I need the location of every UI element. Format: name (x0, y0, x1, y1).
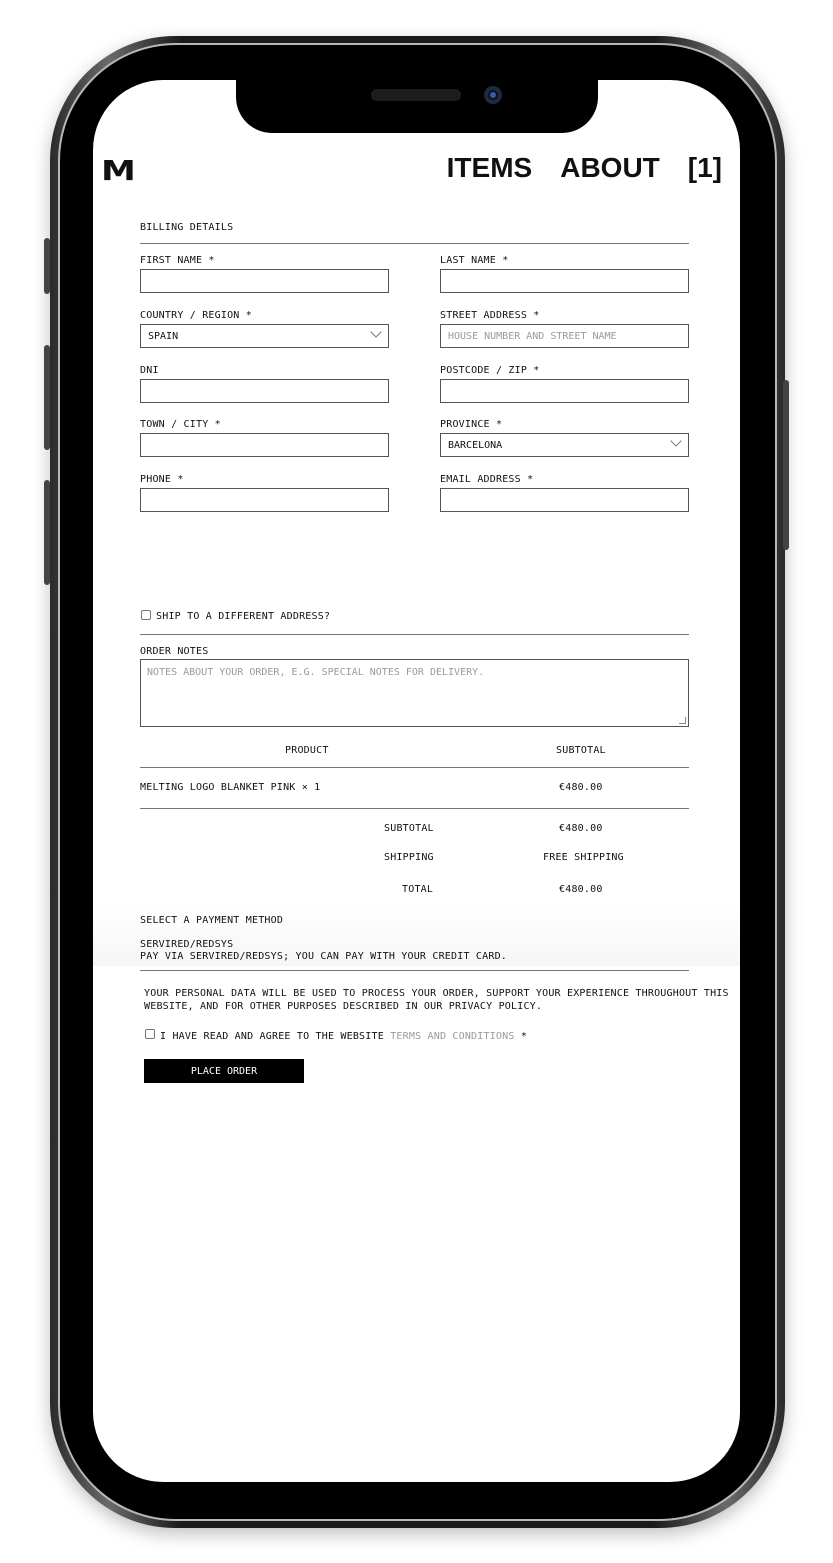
terms-row (160, 1031, 527, 1042)
terms-link[interactable]: TERMS AND CONDITIONS (390, 1031, 515, 1042)
terms-checkbox[interactable] (145, 1029, 155, 1039)
terms-required-mark: * (520, 1031, 528, 1042)
order-notes-label: ORDER NOTES (140, 646, 209, 657)
resize-handle-icon[interactable] (679, 717, 686, 724)
nav-items[interactable]: ITEMS (446, 152, 533, 183)
subtotal-value: €480.00 (559, 823, 603, 834)
shipping-label: SHIPPING (384, 852, 434, 863)
notch (236, 80, 598, 133)
email-input[interactable] (440, 488, 689, 512)
street-placeholder: HOUSE NUMBER AND STREET NAME (448, 331, 617, 342)
last-name-input[interactable] (440, 269, 689, 293)
street-input[interactable] (440, 324, 689, 348)
chevron-down-icon (670, 435, 681, 446)
terms-prefix: I HAVE READ AND AGREE TO THE WEBSITE (160, 1031, 384, 1042)
ship-different-label: SHIP TO A DIFFERENT ADDRESS? (156, 611, 331, 622)
col-subtotal-header: SUBTOTAL (556, 745, 606, 756)
divider (140, 767, 689, 768)
subtotal-label: SUBTOTAL (384, 823, 434, 834)
province-value: BARCELONA (448, 440, 503, 451)
power-button (783, 380, 789, 550)
ship-different-checkbox[interactable] (141, 610, 151, 620)
dni-input[interactable] (140, 379, 389, 403)
province-select[interactable] (440, 433, 689, 457)
volume-up-button (44, 345, 50, 450)
email-label: EMAIL ADDRESS * (440, 474, 534, 485)
speaker-grille (371, 89, 461, 101)
main-nav (447, 152, 722, 184)
mute-switch (44, 238, 50, 294)
payment-method-desc: PAY VIA SERVIRED/REDSYS; YOU CAN PAY WITH YOUR CREDIT CARD. (140, 951, 508, 962)
col-product-header: PRODUCT (285, 745, 329, 756)
volume-down-button (44, 480, 50, 585)
postcode-input[interactable] (440, 379, 689, 403)
payment-title: SELECT A PAYMENT METHOD (140, 915, 284, 926)
divider (140, 634, 689, 635)
dni-label: DNI (140, 365, 159, 376)
shipping-value: FREE SHIPPING (543, 852, 624, 863)
divider (140, 243, 689, 244)
last-name-label: LAST NAME * (440, 255, 509, 266)
country-value: SPAIN (148, 331, 179, 342)
country-select[interactable] (140, 324, 389, 348)
item-name: MELTING LOGO BLANKET PINK × 1 (140, 782, 321, 793)
front-camera (484, 86, 502, 104)
site-logo[interactable]: M (101, 154, 134, 187)
town-label: TOWN / CITY * (140, 419, 221, 430)
phone-input[interactable] (140, 488, 389, 512)
nav-cart[interactable]: [1] (687, 152, 722, 183)
order-notes-placeholder: NOTES ABOUT YOUR ORDER, E.G. SPECIAL NOTES FOR DELIVERY. (147, 667, 485, 678)
total-label: TOTAL (402, 884, 434, 895)
town-input[interactable] (140, 433, 389, 457)
street-label: STREET ADDRESS * (440, 310, 540, 321)
privacy-text-line-1: YOUR PERSONAL DATA WILL BE USED TO PROCESS YOUR ORDER, SUPPORT YOUR EXPERIENCE THROUGHOUT THIS (144, 988, 729, 999)
chevron-down-icon (370, 326, 381, 337)
first-name-label: FIRST NAME * (140, 255, 215, 266)
privacy-text-line-2: WEBSITE, AND FOR OTHER PURPOSES DESCRIBED IN OUR PRIVACY POLICY. (144, 1001, 543, 1012)
phone-label: PHONE * (140, 474, 184, 485)
phone-screen (93, 80, 740, 1482)
place-order-button[interactable]: PLACE ORDER (144, 1059, 304, 1083)
nav-about[interactable]: ABOUT (560, 152, 660, 183)
total-value: €480.00 (559, 884, 603, 895)
province-label: PROVINCE * (440, 419, 503, 430)
divider (140, 970, 689, 971)
payment-method-name[interactable]: SERVIRED/REDSYS (140, 939, 234, 950)
postcode-label: POSTCODE / ZIP * (440, 365, 540, 376)
order-notes-textarea[interactable] (140, 659, 689, 727)
billing-title: BILLING DETAILS (140, 222, 234, 233)
first-name-input[interactable] (140, 269, 389, 293)
item-price: €480.00 (559, 782, 603, 793)
divider (140, 808, 689, 809)
country-label: COUNTRY / REGION * (140, 310, 252, 321)
